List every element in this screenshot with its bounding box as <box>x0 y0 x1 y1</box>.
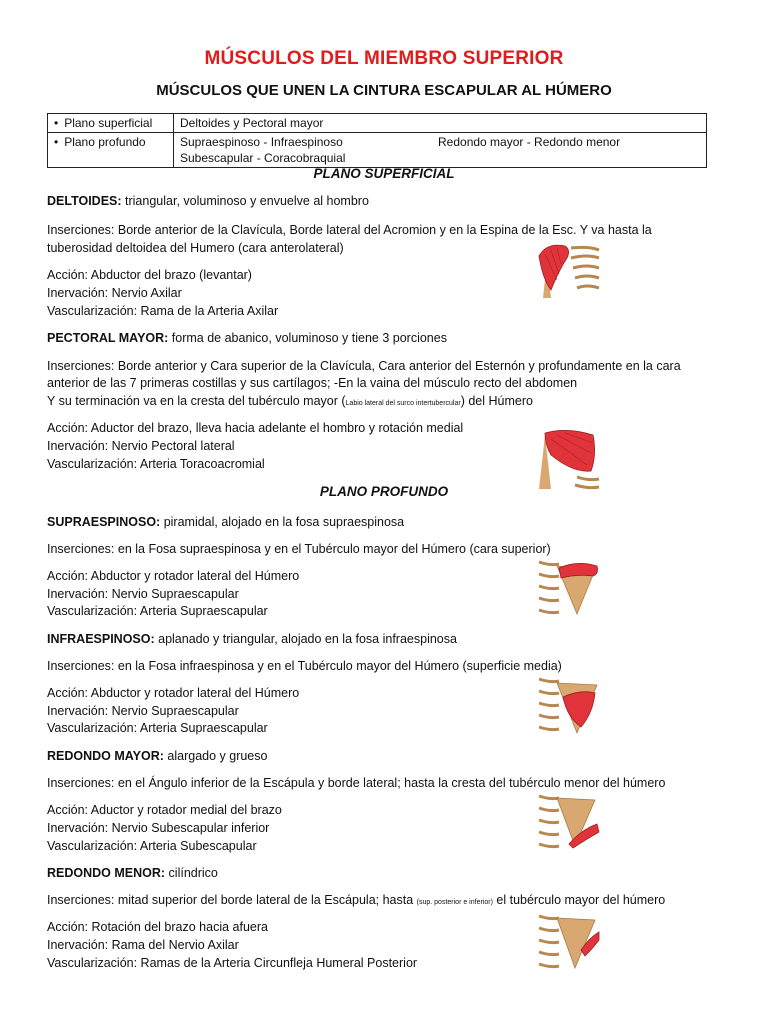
action-line: Acción: Abductor y rotador lateral del Húmero <box>47 686 300 700</box>
vascularization-line: Vascularización: Rama de la Arteria Axilar <box>47 304 279 318</box>
muscle-desc: cilíndrico <box>165 866 218 880</box>
insertions-line: anterior de las 7 primeras costillas y sus cartílagos; -En la vaina del músculo recto del abdomen <box>47 376 578 390</box>
action-line: Acción: Rotación del brazo hacia afuera <box>47 920 268 934</box>
pectoralis-illustration <box>537 425 601 493</box>
insertions-line: Inserciones: en el Ángulo inferior de la Escápula y borde lateral; hasta la cresta del tubérculo menor del húmero <box>47 776 666 790</box>
muscle-desc: forma de abanico, voluminoso y tiene 3 porciones <box>168 331 447 345</box>
muscle-name: REDONDO MAYOR: <box>47 749 164 763</box>
innervation-line: Inervación: Nervio Subescapular inferior <box>47 821 270 835</box>
insertions-text: ) del Húmero <box>460 394 533 408</box>
insertions-line: tuberosidad deltoidea del Humero (cara anterolateral) <box>47 241 344 255</box>
insertions-line: Inserciones: Borde anterior de la Clavícula, Borde lateral del Acromion y en la Espina de la Esc. Y va hasta la <box>47 223 652 237</box>
table-cell: Deltoides y Pectoral mayor <box>174 114 707 133</box>
muscle-desc: aplanado y triangular, alojado en la fosa infraespinosa <box>154 632 457 646</box>
deltoid-illustration <box>537 240 601 302</box>
insertions-line: Inserciones: en la Fosa infraespinosa y en el Tubérculo mayor del Húmero (superficie media) <box>47 659 562 673</box>
insertions-text: el tubérculo mayor del húmero <box>492 893 666 907</box>
table-cell <box>48 133 174 168</box>
page-title: MÚSCULOS DEL MIEMBRO SUPERIOR <box>204 48 564 69</box>
muscle-name: REDONDO MENOR: <box>47 866 166 880</box>
vascularization-line: Vascularización: Ramas de la Arteria Circunfleja Humeral Posterior <box>47 956 418 970</box>
vascularization-line: Vascularización: Arteria Supraescapular <box>47 604 268 618</box>
muscle-heading <box>47 747 727 765</box>
insertions-text: Y su terminación va en la cresta del tubérculo mayor ( <box>47 394 346 408</box>
muscle-heading <box>47 192 727 210</box>
action-line: Acción: Abductor y rotador lateral del Húmero <box>47 569 300 583</box>
muscle-name: SUPRAESPINOSO: <box>47 515 161 529</box>
muscle-desc: piramidal, alojado en la fosa supraespinosa <box>160 515 405 529</box>
insertions-note: (sup. posterior e inferior) <box>416 899 493 906</box>
insertions-text: Inserciones: mitad superior del borde lateral de la Escápula; hasta <box>47 893 417 907</box>
summary-table <box>47 113 707 168</box>
vascularization-line: Vascularización: Arteria Toracoacromial <box>47 457 265 471</box>
row-label: • Plano profundo <box>54 135 146 149</box>
teres-major-illustration <box>537 790 601 852</box>
insertions-line: Inserciones: Borde anterior y Cara superior de la Clavícula, Cara anterior del Esternón y profundamente en la cara <box>47 359 681 373</box>
insertions-line <box>47 891 727 912</box>
muscle-desc: triangular, voluminoso y envuelve al hombro <box>121 194 369 208</box>
innervation-line: Inervación: Nervio Supraescapular <box>47 704 239 718</box>
action-line: Acción: Aductor y rotador medial del brazo <box>47 803 282 817</box>
section-heading-superficial: PLANO SUPERFICIAL <box>313 166 455 181</box>
muscle-heading <box>47 630 727 648</box>
innervation-line: Inervación: Nervio Axilar <box>47 286 182 300</box>
muscle-name: PECTORAL MAYOR: <box>47 331 169 345</box>
muscle-name: DELTOIDES: <box>47 194 122 208</box>
innervation-line: Inervación: Nervio Supraescapular <box>47 587 239 601</box>
table-value: Supraespinoso - Infraespinoso <box>180 135 343 149</box>
muscle-name: INFRAESPINOSO: <box>47 632 155 646</box>
table-cell <box>48 114 174 133</box>
teres-minor-illustration <box>537 910 601 972</box>
vascularization-line: Vascularización: Arteria Subescapular <box>47 839 257 853</box>
supraspinatus-illustration <box>537 556 601 618</box>
muscle-heading <box>47 513 727 531</box>
table-cell <box>174 133 707 168</box>
insertions-note: Labio lateral del surco intertubercular <box>345 400 461 407</box>
muscle-heading <box>47 329 727 347</box>
muscle-heading <box>47 864 727 882</box>
action-line: Acción: Aductor del brazo, lleva hacia adelante el hombro y rotación medial <box>47 421 464 435</box>
vascularization-line: Vascularización: Arteria Supraescapular <box>47 721 268 735</box>
table-value: Subescapular - Coracobraquial <box>180 151 346 165</box>
innervation-line: Inervación: Rama del Nervio Axilar <box>47 938 239 952</box>
muscle-desc: alargado y grueso <box>163 749 268 763</box>
page-subtitle: MÚSCULOS QUE UNEN LA CINTURA ESCAPULAR AL HÚMERO <box>156 82 612 99</box>
table-row <box>48 133 707 168</box>
innervation-line: Inervación: Nervio Pectoral lateral <box>47 439 235 453</box>
infraspinatus-illustration <box>537 673 601 735</box>
table-row <box>48 114 707 133</box>
insertions-line: Inserciones: en la Fosa supraespinosa y en el Tubérculo mayor del Húmero (cara superior) <box>47 542 551 556</box>
insertions-line <box>47 392 727 413</box>
table-value: Redondo mayor - Redondo menor <box>438 135 621 149</box>
action-line: Acción: Abductor del brazo (levantar) <box>47 268 252 282</box>
row-label: • Plano superficial <box>54 116 152 130</box>
section-heading-profundo: PLANO PROFUNDO <box>319 484 449 499</box>
